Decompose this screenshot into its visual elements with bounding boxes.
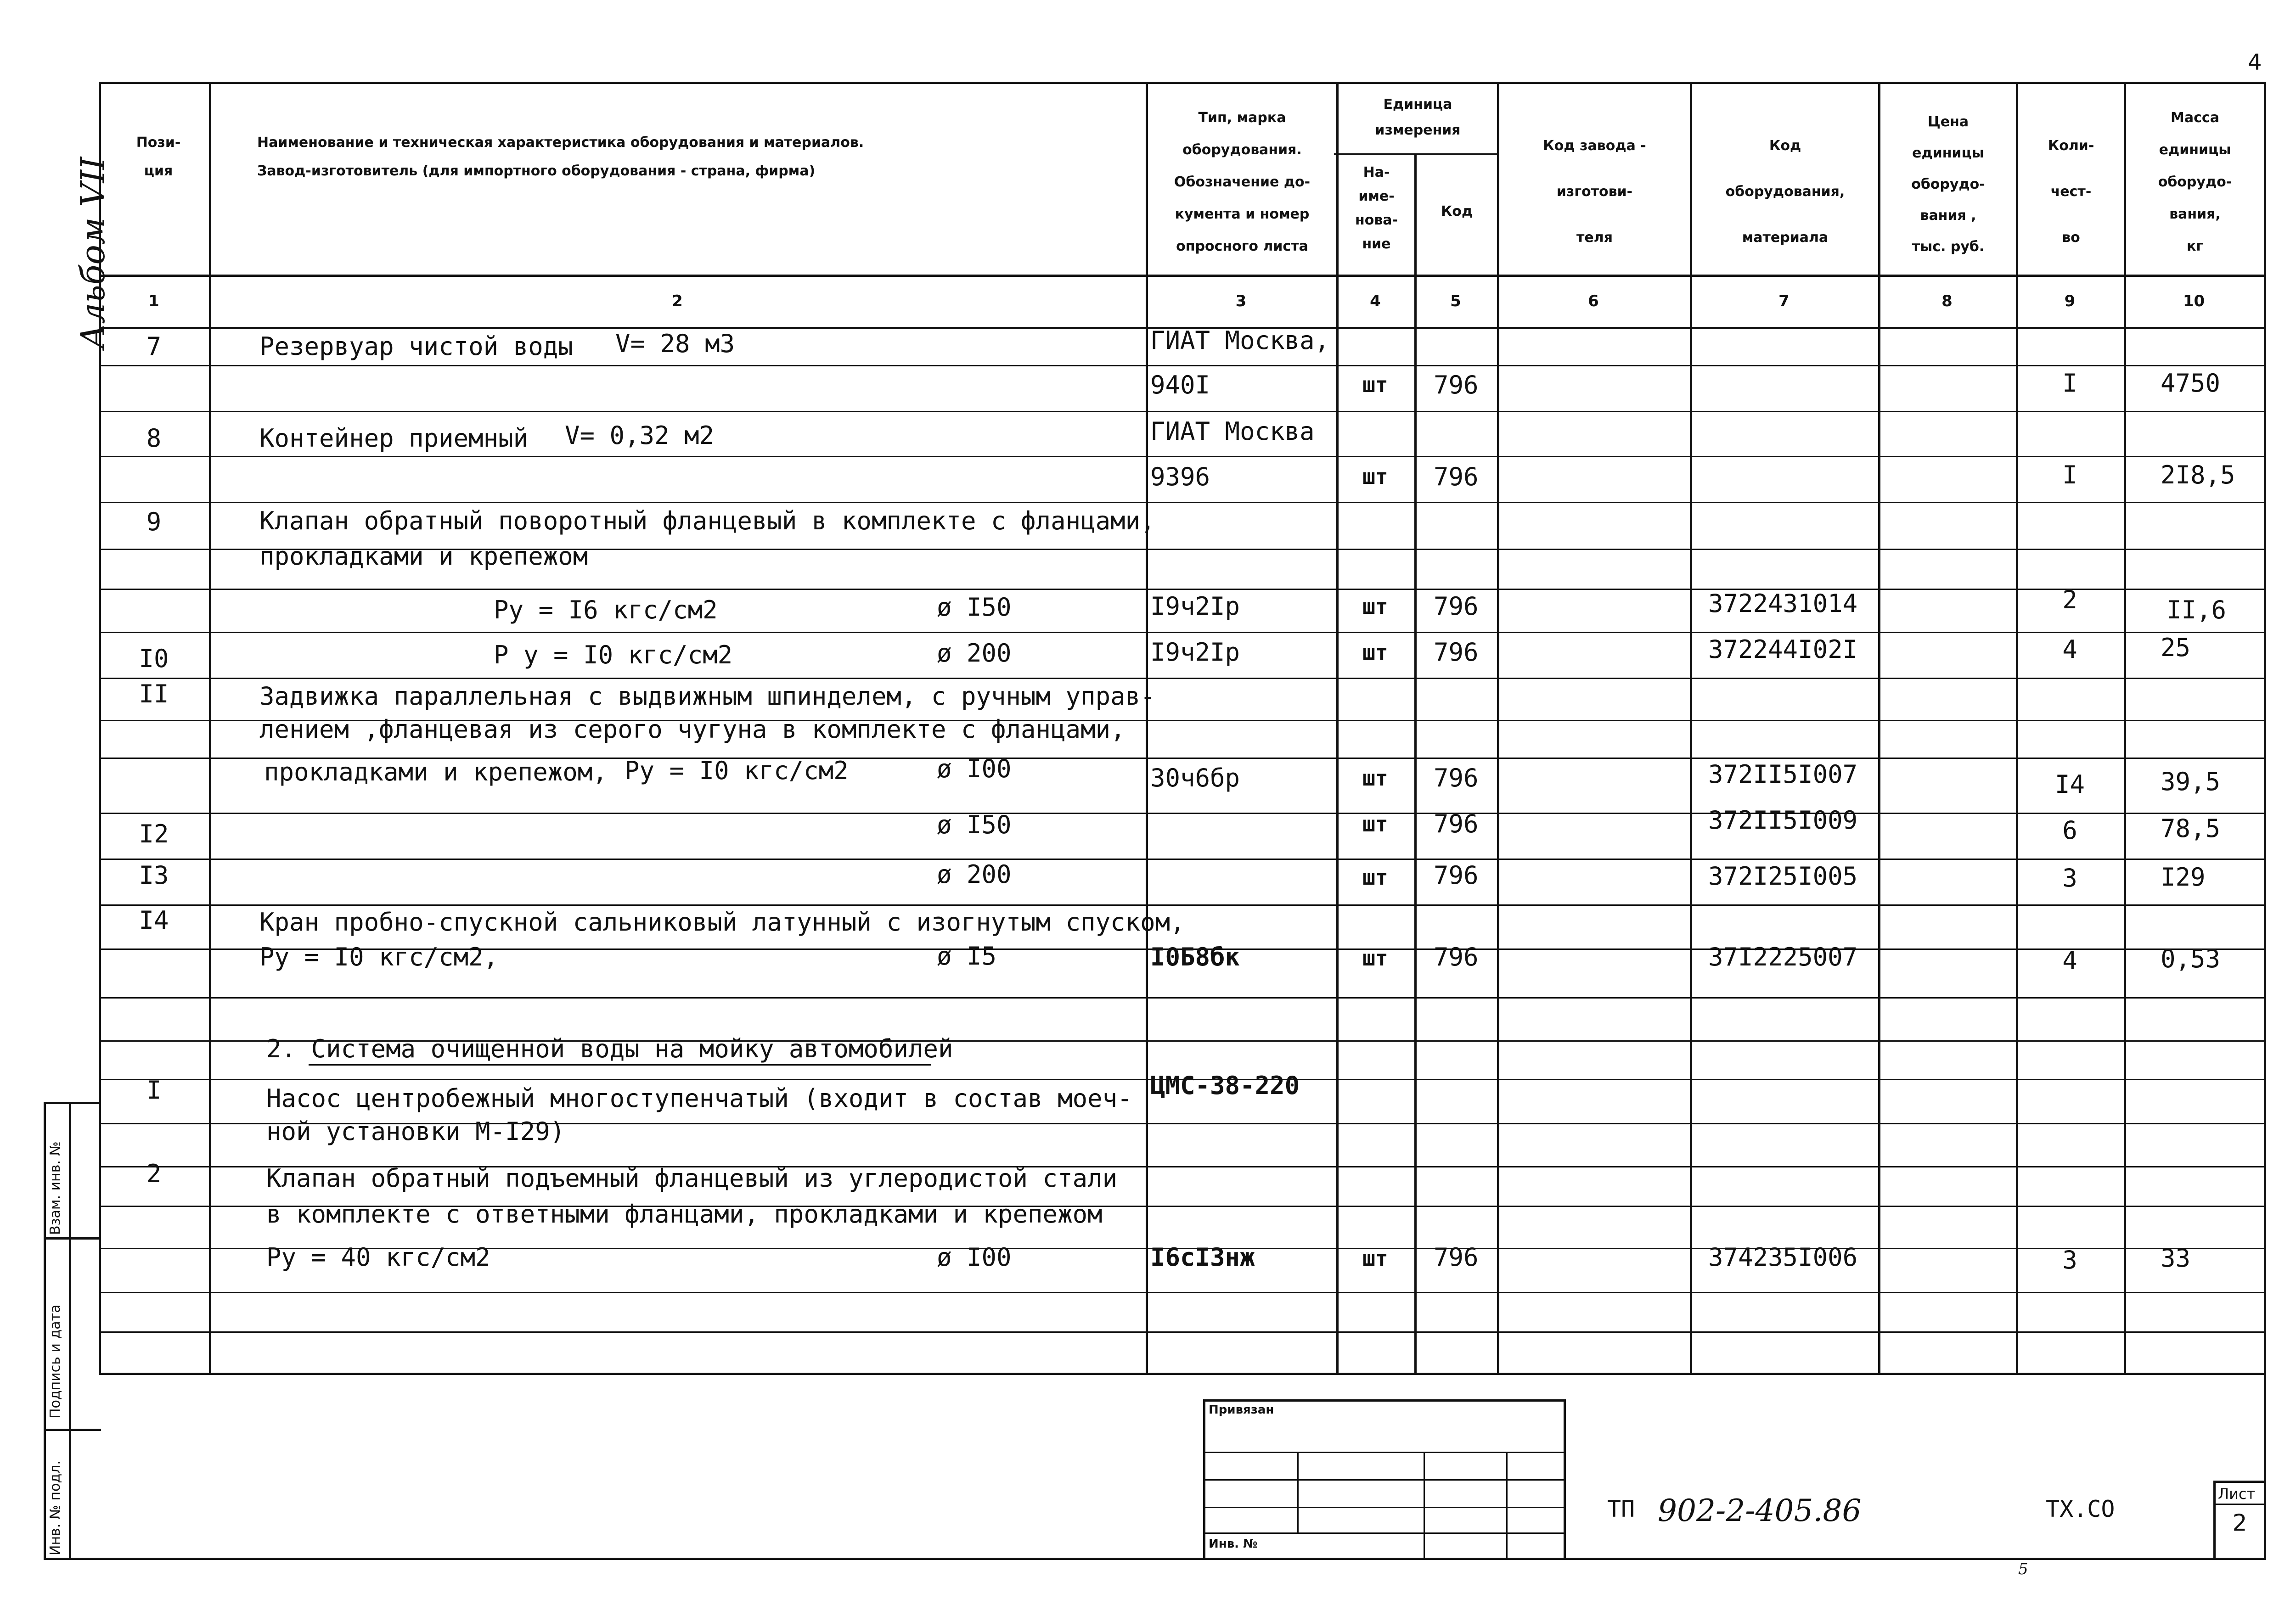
header-equipment-code: Код оборудования, материала bbox=[1725, 138, 1845, 246]
row-separator bbox=[99, 502, 2264, 503]
row-name: Кран пробно-спускной сальниковый латунный с изогнутым спуском, bbox=[259, 908, 1185, 937]
doc-code: ТХ.СО bbox=[2046, 1496, 2115, 1522]
section-heading-underline bbox=[309, 1064, 931, 1066]
stamp-privyazan: Привязан bbox=[1209, 1403, 1274, 1417]
row-separator bbox=[99, 1292, 2264, 1293]
row-position: I3 bbox=[139, 861, 169, 890]
row-name: ной установки М-I29) bbox=[266, 1117, 565, 1146]
row-unit-code: 796 bbox=[1434, 943, 1479, 971]
row-unit: шт bbox=[1362, 464, 1388, 489]
unit-subheader-line bbox=[1334, 153, 1499, 155]
row-unit: шт bbox=[1362, 640, 1388, 665]
row-type: ГИАТ Москва, bbox=[1150, 326, 1330, 355]
table-border-bottom bbox=[99, 1373, 2266, 1375]
header-unit-code: Код bbox=[1441, 203, 1473, 219]
row-name: Ру = I0 кгс/см2, bbox=[259, 943, 499, 971]
side-stamp-line bbox=[44, 1237, 101, 1240]
row-unit: шт bbox=[1362, 372, 1388, 397]
side-stamp-line bbox=[69, 1102, 71, 1559]
row-unit-code: 796 bbox=[1434, 809, 1479, 838]
row-type: I9ч2Iр bbox=[1150, 638, 1240, 667]
row-mass: 4750 bbox=[2161, 369, 2221, 398]
row-unit-code: 796 bbox=[1434, 462, 1479, 491]
row-type: ГИАТ Москва bbox=[1150, 417, 1315, 446]
row-position: 7 bbox=[146, 332, 162, 361]
side-inv-label: Инв. № подл. bbox=[47, 1460, 63, 1555]
col-line-2 bbox=[1146, 82, 1148, 1373]
row-separator bbox=[99, 997, 2264, 999]
col-line-6 bbox=[1690, 82, 1692, 1373]
doc-number: 902-2-405.86 bbox=[1658, 1493, 1862, 1528]
row-mass: I29 bbox=[2161, 863, 2206, 892]
col-line-8 bbox=[2016, 82, 2018, 1373]
row-quantity: I bbox=[2062, 460, 2077, 489]
header-type: Тип, марка оборудования. Обозначение до- кумента и номер опросного листа bbox=[1174, 110, 1311, 254]
col-line-9 bbox=[2124, 82, 2126, 1373]
header-factory-code: Код завода - изготови- теля bbox=[1543, 138, 1646, 246]
section-heading-text: 2. Система очищенной воды на мойку автомобилей bbox=[266, 1034, 953, 1063]
page-number: 4 bbox=[2248, 50, 2262, 75]
row-type: 30ч6бр bbox=[1150, 763, 1240, 792]
row-type: 940I bbox=[1150, 370, 1210, 399]
row-separator bbox=[99, 632, 2264, 633]
row-mass: 2I8,5 bbox=[2161, 460, 2235, 489]
row-position: 2 bbox=[146, 1159, 162, 1188]
row-type: I0Б8бк bbox=[1150, 943, 1240, 971]
row-separator bbox=[99, 813, 2264, 814]
side-podpis-label: Подпись и дата bbox=[47, 1304, 63, 1419]
stamp-line bbox=[1203, 1399, 1205, 1558]
row-position: I4 bbox=[139, 906, 169, 935]
colnum-6: 6 bbox=[1588, 292, 1599, 310]
row-separator bbox=[99, 859, 2264, 860]
sheet-box-line bbox=[2213, 1481, 2266, 1483]
row-unit: шт bbox=[1362, 766, 1388, 791]
row-mass: 78,5 bbox=[2161, 814, 2221, 843]
row-quantity: 2 bbox=[2062, 585, 2077, 614]
row-type: 9396 bbox=[1150, 462, 1210, 491]
row-dn: ø I5 bbox=[937, 942, 997, 971]
row-dn: ø I50 bbox=[937, 810, 1012, 839]
row-type: I9ч2Iр bbox=[1150, 592, 1240, 621]
row-unit-code: 796 bbox=[1434, 861, 1479, 890]
sheet-box-line bbox=[2213, 1504, 2266, 1505]
row-name: Ру = 40 кгс/см2 bbox=[266, 1243, 490, 1272]
row-separator bbox=[99, 678, 2264, 679]
row-name: Контейнер приемный bbox=[259, 424, 529, 453]
side-stamp-line bbox=[44, 1429, 101, 1431]
row-mass: 25 bbox=[2161, 633, 2191, 662]
colnum-1: 1 bbox=[148, 292, 159, 310]
row-name: Насос центробежный многоступенчатый (входит в состав моеч- bbox=[266, 1084, 1132, 1113]
stamp-line bbox=[1297, 1452, 1299, 1532]
row-unit-code: 796 bbox=[1434, 763, 1479, 792]
row-unit-code: 796 bbox=[1434, 1243, 1479, 1272]
sheet-number: 2 bbox=[2232, 1510, 2247, 1536]
row-quantity: 4 bbox=[2062, 635, 2077, 664]
row-unit: шт bbox=[1362, 594, 1388, 619]
colnum-8: 8 bbox=[1941, 292, 1953, 310]
row-position: 8 bbox=[146, 424, 162, 453]
header-price: Цена единицы оборудо- вания , тыс. руб. bbox=[1911, 114, 1985, 255]
row-quantity: 4 bbox=[2062, 946, 2077, 975]
side-stamp-line bbox=[44, 1102, 46, 1559]
row-unit: шт bbox=[1362, 865, 1388, 890]
row-dn: ø I00 bbox=[937, 1243, 1012, 1272]
row-code: 372II5I009 bbox=[1708, 806, 1858, 835]
frame-bottom bbox=[69, 1558, 2266, 1560]
header-name: Наименование и техническая характеристика оборудования и материалов. Завод-изготовитель (для импортного оборудования - страна, фирма) bbox=[257, 135, 864, 179]
row-unit: шт bbox=[1362, 812, 1388, 836]
header-bottom-line bbox=[99, 275, 2266, 277]
row-dn: ø 200 bbox=[937, 639, 1012, 668]
row-mass: 39,5 bbox=[2161, 767, 2221, 796]
row-dn: ø 200 bbox=[937, 860, 1012, 889]
row-quantity: 3 bbox=[2062, 1246, 2077, 1274]
album-label: Альбом VII bbox=[73, 157, 112, 349]
stamp-line bbox=[1203, 1532, 1564, 1534]
col-line-4 bbox=[1414, 153, 1417, 1373]
stamp-line bbox=[1506, 1452, 1508, 1558]
row-mass: 33 bbox=[2161, 1244, 2191, 1273]
row-position: I2 bbox=[139, 819, 169, 848]
row-unit: шт bbox=[1362, 946, 1388, 971]
doc-prefix: ТП bbox=[1607, 1496, 1635, 1522]
stamp-line bbox=[1564, 1399, 1566, 1558]
section-heading bbox=[266, 1034, 953, 1063]
header-position: Пози- ция bbox=[136, 135, 181, 179]
row-separator bbox=[99, 904, 2264, 906]
row-code: 372I25I005 bbox=[1708, 862, 1858, 891]
side-stamp-line bbox=[44, 1102, 101, 1104]
col-line-7 bbox=[1878, 82, 1880, 1373]
row-separator bbox=[99, 589, 2264, 590]
sheet-label: Лист bbox=[2218, 1485, 2256, 1503]
row-name: Клапан обратный подъемный фланцевый из углеродистой стали bbox=[266, 1164, 1118, 1193]
row-unit: шт bbox=[1362, 1246, 1388, 1271]
row-unit-code: 796 bbox=[1434, 592, 1479, 621]
row-position: I0 bbox=[139, 644, 169, 673]
row-quantity: I bbox=[2062, 369, 2077, 398]
row-name: лением ,фланцевая из серого чугуна в комплекте с фланцами, bbox=[259, 715, 1125, 744]
colnum-10: 10 bbox=[2183, 292, 2205, 310]
bottom-mark: 5 bbox=[2018, 1560, 2028, 1578]
row-dn: ø I00 bbox=[937, 754, 1012, 783]
stamp-line bbox=[1203, 1452, 1564, 1453]
stamp-line bbox=[1203, 1507, 1564, 1508]
row-position: II bbox=[139, 679, 169, 708]
row-position: 9 bbox=[146, 507, 162, 536]
row-type: I6cI3нж bbox=[1150, 1243, 1255, 1272]
row-separator bbox=[99, 1331, 2264, 1333]
header-unit: Единица измерения bbox=[1375, 96, 1461, 138]
row-name: прокладками и крепежом, bbox=[264, 758, 608, 786]
row-separator bbox=[99, 456, 2264, 457]
row-name: прокладками и крепежом bbox=[259, 542, 588, 571]
row-mass: 0,53 bbox=[2161, 944, 2221, 973]
colnum-2: 2 bbox=[672, 292, 683, 310]
colnum-7: 7 bbox=[1778, 292, 1790, 310]
colnum-3: 3 bbox=[1235, 292, 1247, 310]
row-name: Задвижка параллельная с выдвижным шпинделем, с ручным управ- bbox=[259, 682, 1155, 711]
row-spec: V= 0,32 м2 bbox=[565, 421, 715, 450]
row-type: ЦМС-38-220 bbox=[1150, 1071, 1300, 1100]
row-separator bbox=[99, 411, 2264, 412]
colnum-9: 9 bbox=[2064, 292, 2076, 310]
row-separator bbox=[99, 365, 2264, 366]
colnum-5: 5 bbox=[1450, 292, 1461, 310]
table-border-top bbox=[99, 82, 2266, 84]
header-unit-name: На- име- нова- ние bbox=[1355, 164, 1398, 252]
col-line-3 bbox=[1336, 82, 1339, 1373]
row-code: 374235I006 bbox=[1708, 1243, 1858, 1272]
row-quantity: 6 bbox=[2062, 816, 2077, 845]
row-quantity: I4 bbox=[2054, 770, 2085, 799]
row-spec: Ру = I0 кгс/см2 bbox=[625, 756, 849, 785]
row-code: 37I2225007 bbox=[1708, 943, 1858, 971]
col-line-1 bbox=[209, 82, 211, 1373]
header-quantity: Коли- чест- во bbox=[2048, 138, 2094, 246]
row-mass: II,6 bbox=[2167, 595, 2227, 624]
row-name: Резервуар чистой воды bbox=[259, 332, 573, 361]
side-vzam-label: Взам. инв. № bbox=[47, 1141, 63, 1235]
row-code: 3722431014 bbox=[1708, 589, 1858, 618]
col-line-5 bbox=[1497, 82, 1499, 1373]
row-spec: V= 28 м3 bbox=[615, 329, 735, 358]
row-name: Ру = I6 кгс/см2 bbox=[494, 595, 718, 624]
stamp-line bbox=[1203, 1479, 1564, 1481]
stamp-line bbox=[1203, 1399, 1566, 1402]
row-name: Р у = I0 кгс/см2 bbox=[494, 640, 733, 669]
row-code: 372244I02I bbox=[1708, 635, 1858, 664]
row-unit-code: 796 bbox=[1434, 638, 1479, 667]
row-unit-code: 796 bbox=[1434, 370, 1479, 399]
row-quantity: 3 bbox=[2062, 864, 2077, 892]
row-dn: ø I50 bbox=[937, 593, 1012, 622]
stamp-inv-no: Инв. № bbox=[1209, 1537, 1258, 1551]
stamp-line bbox=[1424, 1452, 1425, 1558]
row-position: I bbox=[146, 1076, 162, 1105]
colnum-4: 4 bbox=[1370, 292, 1381, 310]
row-code: 372II5I007 bbox=[1708, 760, 1858, 789]
header-mass: Масса единицы оборудо- вания, кг bbox=[2158, 110, 2232, 254]
row-name: в комплекте с ответными фланцами, прокладками и крепежом bbox=[266, 1200, 1103, 1229]
row-name: Клапан обратный поворотный фланцевый в комплекте с фланцами, bbox=[259, 506, 1155, 535]
